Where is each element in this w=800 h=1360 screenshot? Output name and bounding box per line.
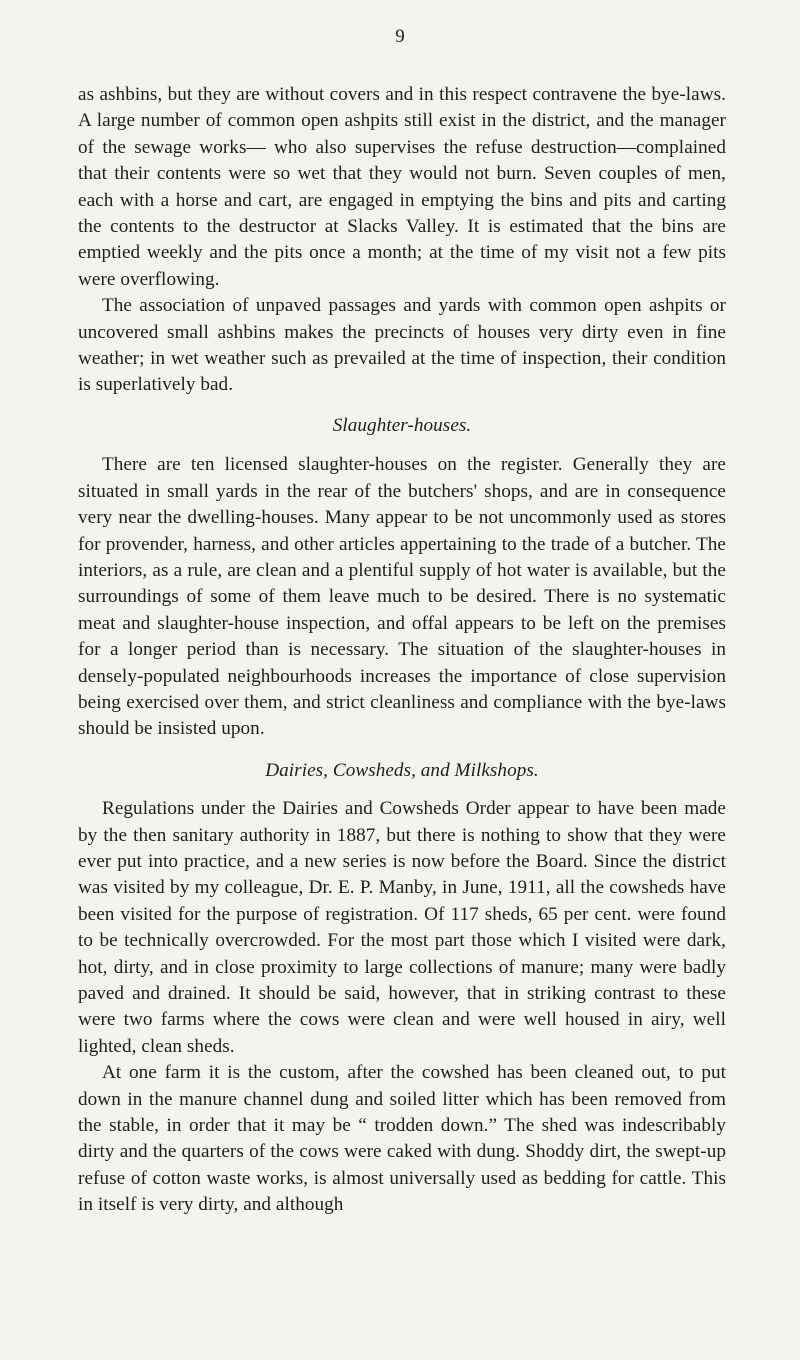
paragraph-dairies-regulations: Regulations under the Dairies and Cowsheds Order appear to have been made by the then sanitary authority in 1887, but there is nothing to show that they were ever put into practice, and a new series is now before the Board. Since the district was visited by my colleague, Dr. E. P. Manby, in June, 1911, all the cowsheds have been visited for the purpose of registration. Of 117 sheds, 65 per cent. were found to be technically overcrowded. For the most part those which I visited were dark, hot, dirty, and in close proximity to large collections of manure; many were badly paved and drained. It should be said, however, that in striking contrast to these were two farms where the cows were clean and were well housed in airy, well lighted, clean sheds. [78,798,726,1057]
paragraph-ashbins-continued: as ashbins, but they are without covers and in this respect contravene the bye-laws. A large number of common open ashpits still exist in the district, and the manager of the sewage works— who also supervises the refuse destruction—complained that their contents were so wet that they would not burn. Seven couples of men, each with a horse and cart, are engaged in emptying the bins and pits and carting the contents to the destructor at Slacks Valley. It is estimated that the bins are emptied weekly and the pits once a month; at the time of my visit not a few pits were overflowing. [78,84,726,290]
page-number: 9 [395,26,405,47]
body-text [78,82,726,1219]
paragraph-unpaved-passages: The association of unpaved passages and yards with common open ashpits or uncovered small ashbins makes the precincts of houses very dirty even in fine weather; in wet weather such as prevailed at the time of inspection, their condition is superlatively bad. [78,295,726,396]
heading-dairies-cowsheds-milkshops: Dairies, Cowsheds, and Milkshops. [265,759,539,781]
paragraph-slaughter-houses: There are ten licensed slaughter-houses on the register. Generally they are situated in small yards in the rear of the butchers' shops, and are in consequence very near the dwelling-houses. Many appear to be not uncommonly used as stores for provender, harness, and other articles appertaining to the trade of a butcher. The interiors, as a rule, are clean and a plentiful supply of hot water is available, but the surroundings of some of them leave much to be desired. There is no systematic meat and slaughter-house inspection, and offal appears to be left on the premises for a longer period than is necessary. The situation of the slaughter-houses in densely-populated neighbourhoods increases the importance of close supervision being exercised over them, and strict cleanliness and compliance with the bye-laws should be insisted upon. [78,454,726,740]
heading-slaughter-houses: Slaughter-houses. [332,414,472,436]
paragraph-farm-custom: At one farm it is the custom, after the cowshed has been cleaned out, to put down in the manure channel dung and soiled litter which has been removed from the stable, in order that it may be “ trodden down.” The shed was indescribably dirty and the quarters of the cows were caked with dung. Shoddy dirt, the swept-up refuse of cotton waste works, is almost universally used as bedding for cattle. This in itself is very dirty, and although [78,1062,726,1216]
